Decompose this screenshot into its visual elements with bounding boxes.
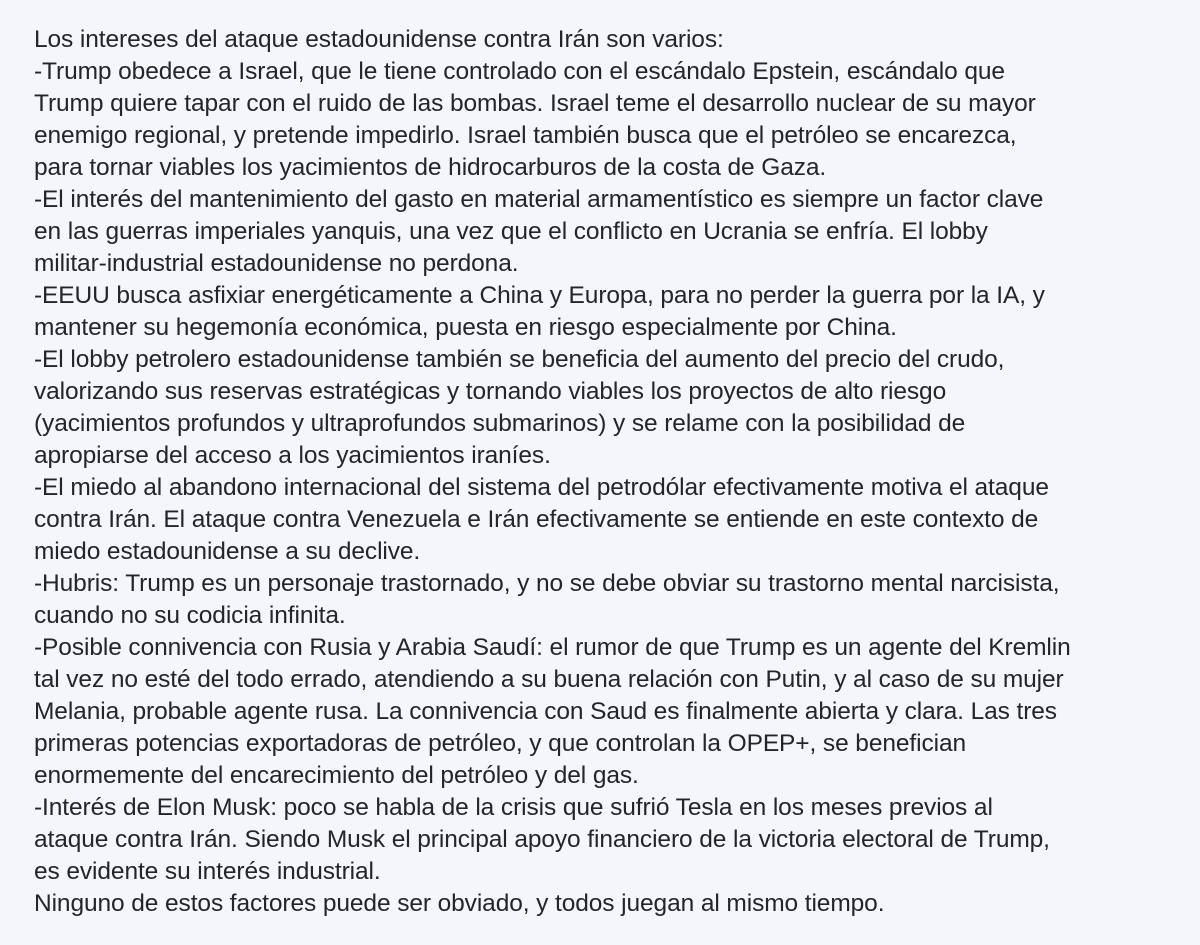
closing-line: Ninguno de estos factores puede ser obviado, y todos juegan al mismo tiempo.: [34, 890, 885, 917]
text-line: apropiarse del acceso a los yacimientos iraníes.: [34, 442, 551, 469]
text-line: Trump quiere tapar con el ruido de las bombas. Israel teme el desarrollo nuclear de su mayor: [34, 90, 1036, 117]
text-line: mantener su hegemonía económica, puesta en riesgo especialmente por China.: [34, 314, 897, 341]
text-line: -EEUU busca asfixiar energéticamente a China y Europa, para no perder la guerra por la IA, y: [34, 282, 1045, 309]
text-line: es evidente su interés industrial.: [34, 858, 381, 885]
text-line: -Interés de Elon Musk: poco se habla de la crisis que sufrió Tesla en los meses previos al: [34, 794, 993, 821]
text-line: militar-industrial estadounidense no perdona.: [34, 250, 519, 277]
text-line: miedo estadounidense a su declive.: [34, 538, 421, 565]
text-line: -Hubris: Trump es un personaje trastornado, y no se debe obviar su trastorno mental narcisista,: [34, 570, 1060, 597]
text-line: -El miedo al abandono internacional del sistema del petrodólar efectivamente motiva el ataque: [34, 474, 1049, 501]
text-line: enemigo regional, y pretende impedirlo. Israel también busca que el petróleo se encarezca,: [34, 122, 1017, 149]
text-line: -Posible connivencia con Rusia y Arabia Saudí: el rumor de que Trump es un agente del Kremlin: [34, 634, 1071, 661]
text-line: valorizando sus reservas estratégicas y tornando viables los proyectos de alto riesgo: [34, 378, 947, 405]
text-line: primeras potencias exportadoras de petróleo, y que controlan la OPEP+, se benefician: [34, 730, 967, 757]
text-line: enormemente del encarecimiento del petróleo y del gas.: [34, 762, 639, 789]
text-line: -El lobby petrolero estadounidense también se beneficia del aumento del precio del crudo,: [34, 346, 1005, 373]
text-line: tal vez no esté del todo errado, atendiendo a su buena relación con Putin, y al caso de su mujer: [34, 666, 1064, 693]
message-text: [34, 24, 1184, 920]
text-line: (yacimientos profundos y ultraprofundos submarinos) y se relame con la posibilidad de: [34, 410, 966, 437]
text-line: cuando no su codicia infinita.: [34, 602, 346, 629]
text-line: ataque contra Irán. Siendo Musk el principal apoyo financiero de la victoria electoral de Trump,: [34, 826, 1050, 853]
intro-line: Los intereses del ataque estadounidense contra Irán son varios:: [34, 26, 724, 53]
text-line: para tornar viables los yacimientos de hidrocarburos de la costa de Gaza.: [34, 154, 827, 181]
text-line: en las guerras imperiales yanquis, una vez que el conflicto en Ucrania se enfría. El lobby: [34, 218, 988, 245]
text-line: -Trump obedece a Israel, que le tiene controlado con el escándalo Epstein, escándalo que: [34, 58, 1005, 85]
text-line: contra Irán. El ataque contra Venezuela e Irán efectivamente se entiende en este contexto de: [34, 506, 1039, 533]
text-line: -El interés del mantenimiento del gasto en material armamentístico es siempre un factor clave: [34, 186, 1044, 213]
text-line: Melania, probable agente rusa. La connivencia con Saud es finalmente abierta y clara. Las tres: [34, 698, 1057, 725]
